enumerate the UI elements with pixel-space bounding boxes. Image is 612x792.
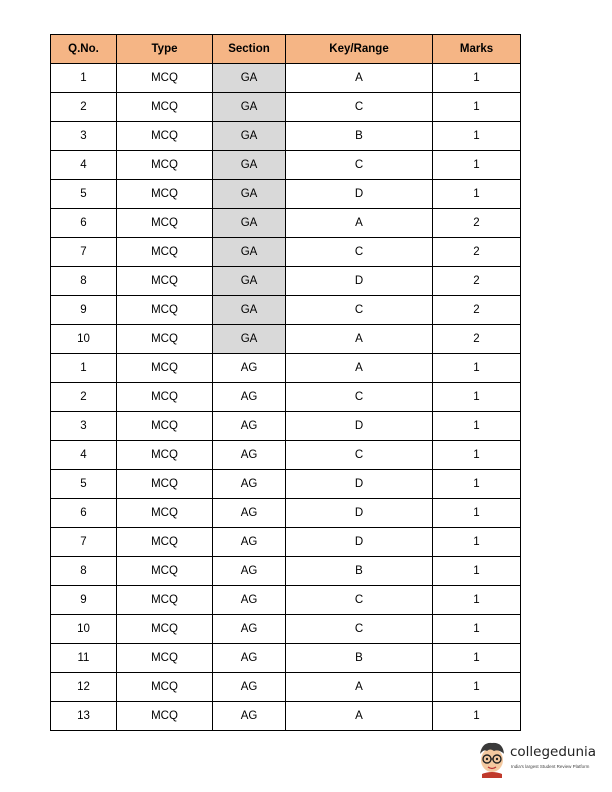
table-row	[51, 64, 521, 93]
cell-type: MCQ	[117, 122, 213, 151]
cell-qno: 12	[51, 673, 117, 702]
table-row	[51, 238, 521, 267]
cell-qno: 13	[51, 702, 117, 731]
table-row	[51, 93, 521, 122]
cell-qno: 10	[51, 615, 117, 644]
table-row	[51, 267, 521, 296]
table-row	[51, 499, 521, 528]
table-row	[51, 528, 521, 557]
cell-section: AG	[213, 615, 286, 644]
table-row	[51, 644, 521, 673]
header-row	[51, 35, 521, 64]
table-row	[51, 441, 521, 470]
cell-marks: 1	[433, 151, 521, 180]
cell-key: B	[286, 122, 433, 151]
cell-type: MCQ	[117, 383, 213, 412]
cell-key: D	[286, 412, 433, 441]
header-key-range: Key/Range	[286, 35, 433, 64]
cell-qno: 1	[51, 354, 117, 383]
cell-marks: 2	[433, 296, 521, 325]
cell-type: MCQ	[117, 470, 213, 499]
cell-qno: 8	[51, 557, 117, 586]
cell-section: AG	[213, 528, 286, 557]
cell-qno: 3	[51, 412, 117, 441]
cell-type: MCQ	[117, 325, 213, 354]
cell-section: GA	[213, 93, 286, 122]
collegedunia-logo	[474, 738, 604, 780]
cell-qno: 5	[51, 180, 117, 209]
table-row	[51, 383, 521, 412]
cell-qno: 7	[51, 528, 117, 557]
table-row	[51, 122, 521, 151]
cell-key: C	[286, 586, 433, 615]
cell-marks: 1	[433, 644, 521, 673]
cell-type: MCQ	[117, 412, 213, 441]
header-section: Section	[213, 35, 286, 64]
cell-key: A	[286, 64, 433, 93]
cell-section: GA	[213, 180, 286, 209]
cell-qno: 8	[51, 267, 117, 296]
answer-key-table	[50, 34, 521, 731]
cell-marks: 1	[433, 702, 521, 731]
cell-type: MCQ	[117, 557, 213, 586]
table-row	[51, 470, 521, 499]
cell-section: AG	[213, 354, 286, 383]
cell-marks: 1	[433, 586, 521, 615]
cell-qno: 10	[51, 325, 117, 354]
cell-key: C	[286, 238, 433, 267]
cell-marks: 2	[433, 209, 521, 238]
cell-section: AG	[213, 441, 286, 470]
cell-key: C	[286, 296, 433, 325]
cell-section: AG	[213, 586, 286, 615]
cell-section: GA	[213, 325, 286, 354]
cell-qno: 2	[51, 383, 117, 412]
cell-section: AG	[213, 383, 286, 412]
cell-marks: 1	[433, 615, 521, 644]
cell-section: AG	[213, 702, 286, 731]
logo-tagline: India's largest Student Review Platform	[511, 764, 590, 769]
student-mascot-icon	[476, 740, 508, 778]
cell-type: MCQ	[117, 209, 213, 238]
cell-qno: 4	[51, 441, 117, 470]
cell-type: MCQ	[117, 354, 213, 383]
cell-section: GA	[213, 238, 286, 267]
cell-qno: 6	[51, 209, 117, 238]
cell-type: MCQ	[117, 267, 213, 296]
cell-type: MCQ	[117, 702, 213, 731]
cell-qno: 11	[51, 644, 117, 673]
cell-type: MCQ	[117, 64, 213, 93]
cell-key: C	[286, 441, 433, 470]
cell-key: D	[286, 267, 433, 296]
cell-marks: 2	[433, 325, 521, 354]
cell-type: MCQ	[117, 673, 213, 702]
cell-type: MCQ	[117, 93, 213, 122]
cell-section: GA	[213, 151, 286, 180]
cell-qno: 4	[51, 151, 117, 180]
cell-marks: 1	[433, 122, 521, 151]
cell-marks: 2	[433, 238, 521, 267]
table-row	[51, 354, 521, 383]
cell-type: MCQ	[117, 615, 213, 644]
cell-key: A	[286, 325, 433, 354]
cell-section: AG	[213, 412, 286, 441]
cell-key: C	[286, 93, 433, 122]
cell-key: C	[286, 151, 433, 180]
cell-type: MCQ	[117, 441, 213, 470]
cell-marks: 2	[433, 267, 521, 296]
cell-marks: 1	[433, 470, 521, 499]
cell-type: MCQ	[117, 644, 213, 673]
cell-type: MCQ	[117, 499, 213, 528]
cell-key: D	[286, 528, 433, 557]
header-marks: Marks	[433, 35, 521, 64]
cell-key: A	[286, 673, 433, 702]
cell-type: MCQ	[117, 180, 213, 209]
logo-brand-text: collegedunia	[510, 744, 597, 760]
cell-qno: 3	[51, 122, 117, 151]
cell-type: MCQ	[117, 238, 213, 267]
header-type: Type	[117, 35, 213, 64]
cell-section: AG	[213, 557, 286, 586]
cell-section: GA	[213, 296, 286, 325]
table-row	[51, 151, 521, 180]
table-row	[51, 702, 521, 731]
cell-marks: 1	[433, 673, 521, 702]
table-row	[51, 412, 521, 441]
cell-key: C	[286, 615, 433, 644]
header-qno: Q.No.	[51, 35, 117, 64]
cell-section: GA	[213, 209, 286, 238]
cell-qno: 7	[51, 238, 117, 267]
cell-section: AG	[213, 673, 286, 702]
cell-type: MCQ	[117, 151, 213, 180]
table-row	[51, 296, 521, 325]
cell-type: MCQ	[117, 586, 213, 615]
cell-qno: 6	[51, 499, 117, 528]
table-row	[51, 325, 521, 354]
cell-key: A	[286, 702, 433, 731]
cell-marks: 1	[433, 180, 521, 209]
cell-key: B	[286, 557, 433, 586]
cell-marks: 1	[433, 64, 521, 93]
cell-marks: 1	[433, 383, 521, 412]
cell-marks: 1	[433, 499, 521, 528]
cell-section: GA	[213, 267, 286, 296]
cell-qno: 2	[51, 93, 117, 122]
cell-section: GA	[213, 64, 286, 93]
cell-qno: 9	[51, 296, 117, 325]
cell-type: MCQ	[117, 296, 213, 325]
cell-marks: 1	[433, 557, 521, 586]
cell-key: D	[286, 470, 433, 499]
table-row	[51, 557, 521, 586]
cell-qno: 9	[51, 586, 117, 615]
cell-marks: 1	[433, 441, 521, 470]
cell-marks: 1	[433, 93, 521, 122]
table-row	[51, 615, 521, 644]
cell-section: GA	[213, 122, 286, 151]
cell-qno: 5	[51, 470, 117, 499]
cell-key: B	[286, 644, 433, 673]
table-row	[51, 586, 521, 615]
cell-section: AG	[213, 470, 286, 499]
cell-marks: 1	[433, 412, 521, 441]
table-row	[51, 209, 521, 238]
cell-key: A	[286, 209, 433, 238]
cell-key: D	[286, 499, 433, 528]
table-row	[51, 673, 521, 702]
cell-marks: 1	[433, 528, 521, 557]
cell-section: AG	[213, 644, 286, 673]
cell-qno: 1	[51, 64, 117, 93]
cell-marks: 1	[433, 354, 521, 383]
cell-type: MCQ	[117, 528, 213, 557]
cell-key: A	[286, 354, 433, 383]
cell-key: C	[286, 383, 433, 412]
cell-key: D	[286, 180, 433, 209]
table-row	[51, 180, 521, 209]
cell-section: AG	[213, 499, 286, 528]
